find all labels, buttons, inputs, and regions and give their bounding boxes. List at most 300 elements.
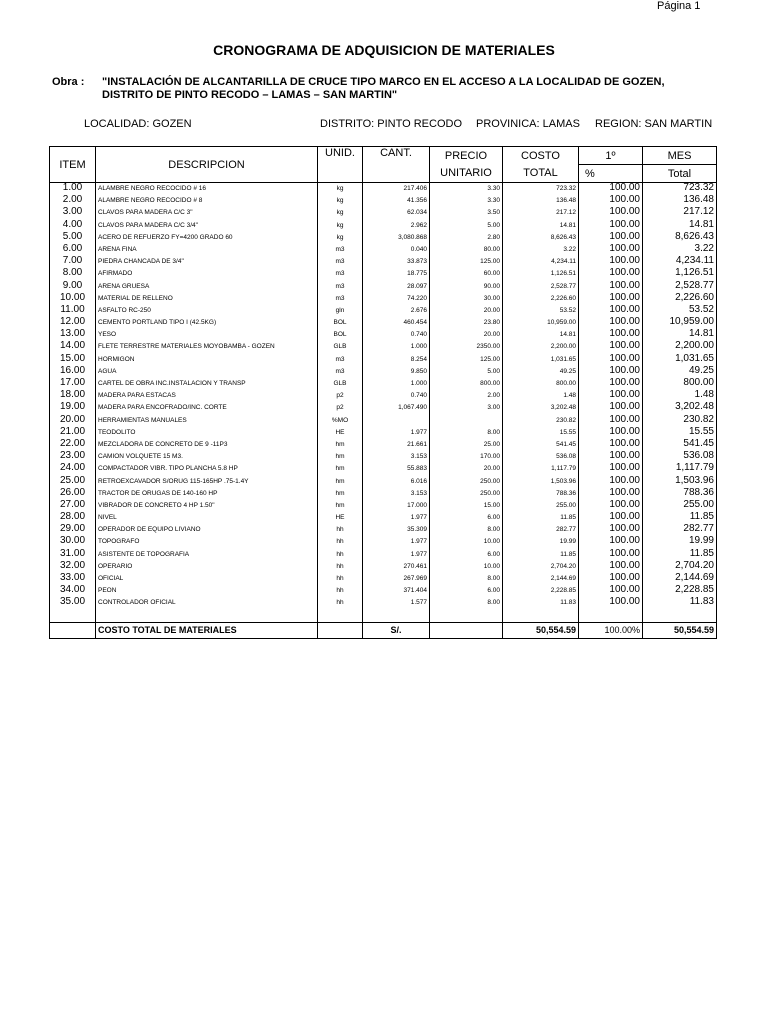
cell-cant: 2.676 — [363, 305, 430, 317]
cell-pct: 100.00 — [579, 476, 643, 488]
cell-precio: 6.00 — [430, 549, 503, 561]
cell-cant: 267.969 — [363, 573, 430, 585]
cell-desc: ARENA GRUESA — [96, 281, 318, 293]
cell-item: 12.00 — [59, 316, 86, 328]
cell-item: 32.00 — [59, 559, 86, 571]
cell-pct: 100.00 — [579, 207, 643, 219]
cell-cant: 3,080.868 — [363, 232, 430, 244]
cell-precio: 125.00 — [430, 354, 503, 366]
cell-costo: 217.12 — [503, 207, 579, 219]
total-mes: 50,554.59 — [643, 622, 717, 638]
cell-desc: CEMENTO PORTLAND TIPO I (42.5KG) — [96, 317, 318, 329]
cell-item: 2.00 — [62, 194, 83, 206]
cell-tot: 11.83 — [643, 597, 717, 609]
cell-tot: 800.00 — [643, 378, 717, 390]
cell-unid: BOL — [318, 329, 363, 341]
total-row — [50, 622, 717, 638]
cell-cant: 74.220 — [363, 293, 430, 305]
cell-costo: 1,126.51 — [503, 268, 579, 280]
cell-tot: 230.82 — [643, 415, 717, 427]
header-unitario: UNITARIO — [430, 165, 503, 183]
cell-tot: 2,228.85 — [643, 585, 717, 597]
cell-precio: 170.00 — [430, 451, 503, 463]
cell-cant: 9.850 — [363, 366, 430, 378]
cell-desc: CAMION VOLQUETE 15 M3. — [96, 451, 318, 463]
cell-pct: 100.00 — [579, 427, 643, 439]
cell-desc: COMPACTADOR VIBR. TIPO PLANCHA 5.8 HP — [96, 463, 318, 475]
cell-cant: 62.034 — [363, 207, 430, 219]
cell-tot: 1,126.51 — [643, 268, 717, 280]
cell-item: 23.00 — [59, 450, 86, 462]
cell-unid: kg — [318, 232, 363, 244]
materials-table — [49, 146, 717, 639]
cell-cant: 217.406 — [363, 183, 430, 196]
header-unid-blank — [318, 165, 363, 183]
cell-item: 11.00 — [60, 303, 85, 315]
cell-cant: 18.775 — [363, 268, 430, 280]
cell-pct: 100.00 — [579, 341, 643, 353]
header-unid: UNID. — [318, 147, 363, 165]
cell-costo: 1,503.96 — [503, 476, 579, 488]
cell-precio: 250.00 — [430, 488, 503, 500]
cell-unid: hm — [318, 500, 363, 512]
header-first-month: 1º — [579, 147, 643, 165]
cell-item: 14.00 — [59, 340, 86, 352]
cell-tot: 2,528.77 — [643, 281, 717, 293]
cell-desc: TOPOGRAFO — [96, 536, 318, 548]
cell-cant: 1,067.490 — [363, 402, 430, 414]
cell-costo: 2,704.20 — [503, 561, 579, 573]
cell-desc: CARTEL DE OBRA INC.INSTALACION Y TRANSP — [96, 378, 318, 390]
cell-costo: 255.00 — [503, 500, 579, 512]
cell-costo: 800.00 — [503, 378, 579, 390]
cell-desc: VIBRADOR DE CONCRETO 4 HP 1.50" — [96, 500, 318, 512]
cell-unid: hm — [318, 488, 363, 500]
cell-costo: 14.81 — [503, 329, 579, 341]
table-header — [50, 147, 717, 183]
cell-item: 34.00 — [59, 584, 86, 596]
cell-precio: 90.00 — [430, 281, 503, 293]
header-precio: PRECIO — [430, 147, 503, 165]
cell-cant: 1.977 — [363, 549, 430, 561]
cell-costo: 53.52 — [503, 305, 579, 317]
cell-item: 31.00 — [59, 547, 86, 559]
cell-tot: 15.55 — [643, 427, 717, 439]
cell-item: 15.00 — [59, 352, 86, 364]
cell-pct: 100.00 — [579, 549, 643, 561]
cell-desc: MADERA PARA ESTACAS — [96, 390, 318, 402]
table-row — [50, 207, 717, 219]
cell-tot: 217.12 — [643, 207, 717, 219]
cell-item: 35.00 — [59, 596, 86, 608]
cell-precio: 10.00 — [430, 561, 503, 573]
cell-desc: MEZCLADORA DE CONCRETO DE 9 -11P3 — [96, 439, 318, 451]
cell-precio: 8.00 — [430, 524, 503, 536]
total-pct: 100.00% — [579, 622, 643, 638]
header-cant: CANT. — [363, 147, 430, 165]
cell-cant: 3.153 — [363, 488, 430, 500]
cell-precio: 8.00 — [430, 427, 503, 439]
cell-unid: m3 — [318, 256, 363, 268]
page-number: Página 1 — [657, 0, 701, 12]
cell-item: 5.00 — [62, 230, 83, 242]
cell-desc: ASFALTO RC-250 — [96, 305, 318, 317]
cell-costo: 2,228.85 — [503, 585, 579, 597]
cell-pct: 100.00 — [579, 366, 643, 378]
cell-unid: BOL — [318, 317, 363, 329]
cell-unid: GLB — [318, 378, 363, 390]
cell-precio: 2.80 — [430, 232, 503, 244]
cell-costo: 536.08 — [503, 451, 579, 463]
cell-costo: 1,117.79 — [503, 463, 579, 475]
cell-costo: 19.99 — [503, 536, 579, 548]
cell-costo: 3,202.48 — [503, 402, 579, 414]
cell-cant: 8.254 — [363, 354, 430, 366]
cell-costo: 1.48 — [503, 390, 579, 402]
table-row — [50, 220, 717, 232]
cell-tot: 53.52 — [643, 305, 717, 317]
cell-costo: 14.81 — [503, 220, 579, 232]
cell-desc: ARENA FINA — [96, 244, 318, 256]
cell-costo: 2,144.69 — [503, 573, 579, 585]
cell-item: 24.00 — [59, 462, 86, 474]
cell-precio: 3.30 — [430, 195, 503, 207]
cell-precio: 2350.00 — [430, 341, 503, 353]
cell-pct: 100.00 — [579, 378, 643, 390]
cell-pct: 100.00 — [579, 390, 643, 402]
table-row — [50, 354, 717, 366]
cell-item: 29.00 — [59, 523, 86, 535]
cell-item: 20.00 — [59, 413, 86, 425]
cell-costo: 1,031.65 — [503, 354, 579, 366]
cell-cant: 21.661 — [363, 439, 430, 451]
cell-pct: 100.00 — [579, 536, 643, 548]
cell-precio: 20.00 — [430, 463, 503, 475]
cell-item: 16.00 — [59, 364, 86, 376]
total-label: COSTO TOTAL DE MATERIALES — [96, 622, 318, 638]
cell-desc: MADERA PARA ENCOFRADO/INC. CORTE — [96, 402, 318, 414]
cell-tot: 10,959.00 — [643, 317, 717, 329]
cell-desc: OPERADOR DE EQUIPO LIVIANO — [96, 524, 318, 536]
cell-unid: hh — [318, 536, 363, 548]
cell-pct: 100.00 — [579, 195, 643, 207]
cell-cant: 0.740 — [363, 329, 430, 341]
cell-pct: 100.00 — [579, 524, 643, 536]
cell-pct: 100.00 — [579, 585, 643, 597]
cell-precio: 20.00 — [430, 329, 503, 341]
cell-tot: 49.25 — [643, 366, 717, 378]
total-currency: S/. — [363, 622, 430, 638]
cell-precio: 8.00 — [430, 597, 503, 609]
cell-desc: AGUA — [96, 366, 318, 378]
cell-item: 7.00 — [62, 255, 83, 267]
cell-unid: kg — [318, 220, 363, 232]
cell-cant: 55.883 — [363, 463, 430, 475]
cell-pct: 100.00 — [579, 268, 643, 280]
cell-tot: 1,031.65 — [643, 354, 717, 366]
cell-item: 19.00 — [59, 401, 86, 413]
cell-desc: CLAVOS PARA MADERA C/C 3" — [96, 207, 318, 219]
cell-costo: 11.85 — [503, 512, 579, 524]
cell-item: 18.00 — [59, 389, 86, 401]
cell-precio: 5.00 — [430, 366, 503, 378]
cell-pct: 100.00 — [579, 402, 643, 414]
cell-costo: 230.82 — [503, 415, 579, 427]
cell-item: 3.00 — [62, 206, 83, 218]
cell-desc: PIEDRA CHANCADA DE 3/4" — [96, 256, 318, 268]
cell-item: 33.00 — [59, 572, 86, 583]
cell-unid: kg — [318, 183, 363, 196]
localidad: LOCALIDAD: GOZEN — [84, 118, 192, 130]
region: REGION: SAN MARTIN — [595, 118, 713, 130]
cell-desc: OFICIAL — [96, 573, 318, 585]
cell-pct: 100.00 — [579, 463, 643, 475]
cell-tot: 1,503.96 — [643, 476, 717, 488]
cell-cant: 1.577 — [363, 597, 430, 609]
cell-tot: 8,626.43 — [643, 232, 717, 244]
cell-unid: HE — [318, 512, 363, 524]
cell-tot: 723.32 — [643, 183, 717, 196]
cell-costo: 2,226.60 — [503, 293, 579, 305]
cell-pct: 100.00 — [579, 415, 643, 427]
cell-precio: 250.00 — [430, 476, 503, 488]
cell-cant: 17.000 — [363, 500, 430, 512]
cell-cant: 1.977 — [363, 427, 430, 439]
cell-precio — [430, 415, 503, 427]
cell-tot: 11.85 — [643, 549, 717, 561]
cell-precio: 30.00 — [430, 293, 503, 305]
spacer-row — [50, 610, 717, 623]
cell-item: 17.00 — [59, 377, 86, 388]
cell-pct: 100.00 — [579, 281, 643, 293]
cell-unid: hm — [318, 476, 363, 488]
header-costo: COSTO — [503, 147, 579, 165]
cell-pct: 100.00 — [579, 561, 643, 573]
cell-tot: 2,704.20 — [643, 561, 717, 573]
cell-item: 9.00 — [62, 279, 83, 291]
provincia: PROVINICA: LAMAS — [476, 118, 580, 130]
cell-unid: hh — [318, 585, 363, 597]
cell-desc: OPERARIO — [96, 561, 318, 573]
cell-precio: 6.00 — [430, 585, 503, 597]
cell-pct: 100.00 — [579, 488, 643, 500]
cell-tot: 2,144.69 — [643, 573, 717, 585]
cell-unid: gln — [318, 305, 363, 317]
cell-desc: MATERIAL DE RELLENO — [96, 293, 318, 305]
cell-unid: HE — [318, 427, 363, 439]
cell-precio: 3.00 — [430, 402, 503, 414]
cell-tot: 541.45 — [643, 439, 717, 451]
cell-pct: 100.00 — [579, 354, 643, 366]
cell-cant: 41.356 — [363, 195, 430, 207]
cell-pct: 100.00 — [579, 317, 643, 329]
cell-cant — [363, 415, 430, 427]
cell-desc: RETROEXCAVADOR S/ORUG 115-165HP .75-1.4Y — [96, 476, 318, 488]
table-row — [50, 597, 717, 609]
obra-description — [102, 76, 702, 102]
table-row — [50, 549, 717, 561]
cell-desc: HERRAMIENTAS MANUALES — [96, 415, 318, 427]
cell-unid: m3 — [318, 281, 363, 293]
cell-desc: ALAMBRE NEGRO RECOCIDO # 16 — [96, 183, 318, 196]
cell-costo: 2,200.00 — [503, 341, 579, 353]
header-cant-blank — [363, 165, 430, 183]
cell-item: 8.00 — [62, 267, 83, 279]
table-row — [50, 281, 717, 293]
cell-precio: 15.00 — [430, 500, 503, 512]
obra-line-1: "INSTALACIÓN DE ALCANTARILLA DE CRUCE TIPO MARCO EN EL ACCESO A LA LOCALIDAD DE GOZEN, — [102, 76, 665, 88]
distrito: DISTRITO: PINTO RECODO — [320, 118, 462, 130]
cell-costo: 788.36 — [503, 488, 579, 500]
table-row — [50, 402, 717, 414]
cell-costo: 11.85 — [503, 549, 579, 561]
cell-cant: 270.461 — [363, 561, 430, 573]
cell-cant: 33.873 — [363, 256, 430, 268]
cell-cant: 1.000 — [363, 378, 430, 390]
cell-pct: 100.00 — [579, 305, 643, 317]
cell-desc: ALAMBRE NEGRO RECOCIDO # 8 — [96, 195, 318, 207]
cell-tot: 19.99 — [643, 536, 717, 548]
header-item: ITEM — [50, 147, 96, 183]
cell-cant: 371.404 — [363, 585, 430, 597]
cell-precio: 23.80 — [430, 317, 503, 329]
cell-unid: m3 — [318, 354, 363, 366]
cell-cant: 1.977 — [363, 536, 430, 548]
cell-unid: m3 — [318, 366, 363, 378]
cell-pct: 100.00 — [579, 573, 643, 585]
cell-pct: 100.00 — [579, 439, 643, 451]
cell-unid: %MO — [318, 415, 363, 427]
cell-pct: 100.00 — [579, 256, 643, 268]
cell-item: 1.00 — [62, 182, 83, 193]
cell-item: 28.00 — [59, 511, 86, 523]
cell-desc: TRACTOR DE ORUGAS DE 140-160 HP — [96, 488, 318, 500]
cell-tot: 3.22 — [643, 244, 717, 256]
header-pct: % — [579, 165, 643, 183]
cell-tot: 1,117.79 — [643, 463, 717, 475]
cell-unid: m3 — [318, 268, 363, 280]
cell-precio: 125.00 — [430, 256, 503, 268]
cell-precio: 3.50 — [430, 207, 503, 219]
cell-unid: m3 — [318, 244, 363, 256]
header-mes-total: Total — [643, 165, 717, 183]
cell-pct: 100.00 — [579, 329, 643, 341]
cell-costo: 15.55 — [503, 427, 579, 439]
cell-precio: 25.00 — [430, 439, 503, 451]
cell-unid: m3 — [318, 293, 363, 305]
cell-pct: 100.00 — [579, 293, 643, 305]
cell-pct: 100.00 — [579, 500, 643, 512]
cell-costo: 11.83 — [503, 597, 579, 609]
cell-costo: 3.22 — [503, 244, 579, 256]
cell-tot: 2,200.00 — [643, 341, 717, 353]
cell-item: 27.00 — [59, 498, 86, 510]
cell-tot: 2,226.60 — [643, 293, 717, 305]
cell-precio: 20.00 — [430, 305, 503, 317]
cell-precio: 8.00 — [430, 573, 503, 585]
cell-cant: 3.153 — [363, 451, 430, 463]
cell-item: 6.00 — [62, 242, 83, 254]
cell-tot: 14.81 — [643, 329, 717, 341]
document-title: CRONOGRAMA DE ADQUISICION DE MATERIALES — [213, 42, 555, 58]
cell-precio: 60.00 — [430, 268, 503, 280]
cell-desc: PEON — [96, 585, 318, 597]
cell-unid: hh — [318, 597, 363, 609]
cell-unid: hm — [318, 451, 363, 463]
cell-item: 21.00 — [59, 425, 86, 437]
cell-cant: 460.454 — [363, 317, 430, 329]
cell-costo: 8,626.43 — [503, 232, 579, 244]
cell-cant: 35.309 — [363, 524, 430, 536]
cell-precio: 10.00 — [430, 536, 503, 548]
cell-tot: 536.08 — [643, 451, 717, 463]
cell-desc: CLAVOS PARA MADERA C/C 3/4" — [96, 220, 318, 232]
cell-cant: 2.962 — [363, 220, 430, 232]
cell-precio: 6.00 — [430, 512, 503, 524]
cell-unid: hm — [318, 463, 363, 475]
header-total: TOTAL — [503, 165, 579, 183]
cell-tot: 1.48 — [643, 390, 717, 402]
obra-label: Obra : — [52, 76, 85, 88]
cell-tot: 11.85 — [643, 512, 717, 524]
cell-pct: 100.00 — [579, 183, 643, 196]
header-mes: MES — [643, 147, 717, 165]
cell-desc: YESO — [96, 329, 318, 341]
cell-pct: 100.00 — [579, 597, 643, 609]
cell-desc: ASISTENTE DE TOPOGRAFIA — [96, 549, 318, 561]
cell-costo: 723.32 — [503, 183, 579, 196]
cell-unid: hh — [318, 524, 363, 536]
cell-desc: TEODOLITO — [96, 427, 318, 439]
cell-cant: 28.097 — [363, 281, 430, 293]
cell-unid: hh — [318, 561, 363, 573]
cell-tot: 255.00 — [643, 500, 717, 512]
cell-desc: AFIRMADO — [96, 268, 318, 280]
cell-precio: 5.00 — [430, 220, 503, 232]
cell-costo: 136.48 — [503, 195, 579, 207]
cell-item: 30.00 — [59, 535, 86, 547]
cell-cant: 1.000 — [363, 341, 430, 353]
cell-cant: 6.016 — [363, 476, 430, 488]
cell-precio: 800.00 — [430, 378, 503, 390]
cell-cant: 0.740 — [363, 390, 430, 402]
cell-item: 10.00 — [59, 291, 86, 303]
cell-desc: CONTROLADOR OFICIAL — [96, 597, 318, 609]
cell-desc: FLETE TERRESTRE MATERIALES MOYOBAMBA - GOZEN — [96, 341, 318, 353]
table-row — [50, 268, 717, 280]
cell-tot: 14.81 — [643, 220, 717, 232]
cell-tot: 3,202.48 — [643, 402, 717, 414]
cell-tot: 136.48 — [643, 195, 717, 207]
cell-pct: 100.00 — [579, 244, 643, 256]
cell-unid: GLB — [318, 341, 363, 353]
table-row — [50, 463, 717, 475]
cell-costo: 2,528.77 — [503, 281, 579, 293]
cell-pct: 100.00 — [579, 512, 643, 524]
obra-line-2: DISTRITO DE PINTO RECODO – LAMAS – SAN MARTIN" — [102, 89, 398, 101]
cell-costo: 10,959.00 — [503, 317, 579, 329]
table-body — [50, 183, 717, 610]
table-row — [50, 341, 717, 353]
cell-desc: ACERO DE REFUERZO FY=4200 GRADO 60 — [96, 232, 318, 244]
cell-tot: 282.77 — [643, 524, 717, 536]
cell-unid: kg — [318, 195, 363, 207]
cell-tot: 788.36 — [643, 488, 717, 500]
cell-precio: 80.00 — [430, 244, 503, 256]
cell-unid: p2 — [318, 390, 363, 402]
cell-precio: 3.30 — [430, 183, 503, 196]
cell-cant: 1.977 — [363, 512, 430, 524]
